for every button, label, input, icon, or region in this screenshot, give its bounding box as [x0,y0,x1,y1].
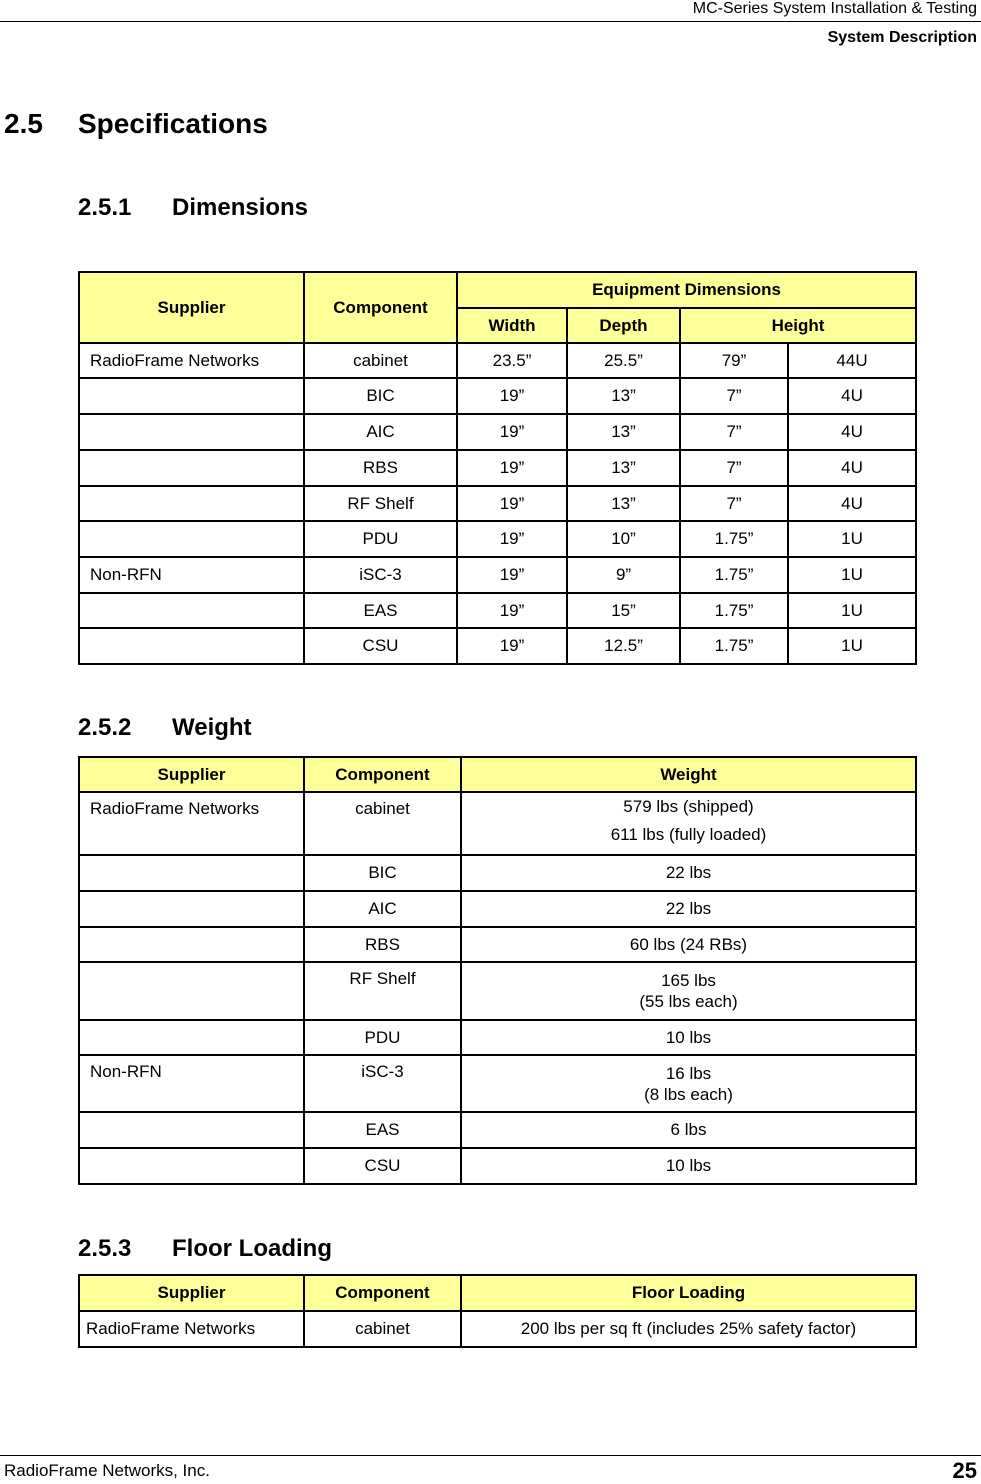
dimensions-number: 2.5.1 [78,194,132,221]
table-row [79,1020,916,1055]
supplier-cell [79,521,304,557]
component-cell: RF Shelf [304,962,461,1020]
dimensions-table [78,271,917,665]
weight-line: (55 lbs each) [639,992,738,1011]
depth-cell: 10” [567,521,680,557]
component-cell: CSU [304,628,457,664]
depth-cell: 12.5” [567,628,680,664]
floor-loading-table [78,1274,917,1348]
weight-cell [461,792,916,855]
weight-heading [78,714,252,742]
dim-header-supplier: Supplier [79,272,304,343]
floor-header-supplier: Supplier [79,1275,304,1311]
table-row [79,1311,916,1347]
weight-line: 579 lbs (shipped) [623,797,754,816]
weight-header-weight: Weight [461,757,916,792]
weight-table [78,756,917,1185]
width-cell: 19” [457,593,567,628]
height-cell: 7” [680,486,788,521]
supplier-cell [79,1112,304,1148]
table-row [79,962,916,1020]
floor-number: 2.5.3 [78,1235,132,1262]
floor-heading [78,1235,332,1263]
weight-cell [461,1055,916,1112]
table-row [79,557,916,593]
weight-cell: 10 lbs [461,1020,916,1055]
table-row [79,1055,916,1112]
width-cell: 19” [457,521,567,557]
units-cell: 1U [788,628,916,664]
dimensions-title: Dimensions [172,194,309,221]
supplier-cell [79,593,304,628]
weight-line: (8 lbs each) [644,1084,733,1104]
component-cell: cabinet [304,343,457,378]
component-cell: CSU [304,1148,461,1184]
table-row [79,1112,916,1148]
table-row [79,521,916,557]
weight-cell: 10 lbs [461,1148,916,1184]
depth-cell: 13” [567,450,680,486]
units-cell: 44U [788,343,916,378]
supplier-cell [79,1148,304,1184]
supplier-cell: RadioFrame Networks [79,792,304,855]
supplier-cell: RadioFrame Networks [79,1311,304,1347]
component-cell: cabinet [304,1311,461,1347]
weight-cell: 22 lbs [461,891,916,927]
weight-line: 165 lbs [661,971,716,990]
component-cell: iSC-3 [304,557,457,593]
units-cell: 4U [788,378,916,414]
height-cell: 79” [680,343,788,378]
supplier-cell [79,1020,304,1055]
weight-line: 16 lbs [665,1063,712,1083]
height-cell: 1.75” [680,628,788,664]
depth-cell: 13” [567,486,680,521]
component-cell: PDU [304,521,457,557]
floor-header-loading: Floor Loading [461,1275,916,1311]
component-cell: AIC [304,414,457,450]
supplier-cell [79,450,304,486]
weight-title: Weight [172,714,252,741]
supplier-cell: RadioFrame Networks [79,343,304,378]
units-cell: 1U [788,593,916,628]
floor-title: Floor Loading [172,1235,332,1262]
table-row [79,855,916,891]
width-cell: 19” [457,378,567,414]
width-cell: 23.5” [457,343,567,378]
supplier-cell [79,414,304,450]
units-cell: 1U [788,521,916,557]
component-cell: RBS [304,450,457,486]
height-cell: 7” [680,378,788,414]
component-cell: RBS [304,927,461,962]
units-cell: 4U [788,414,916,450]
section-heading [4,108,268,140]
weight-number: 2.5.2 [78,714,132,741]
running-header-subtitle: System Description [827,29,977,46]
running-header-title: MC-Series System Installation & Testing [692,0,977,17]
table-row [79,414,916,450]
supplier-cell [79,628,304,664]
component-cell: AIC [304,891,461,927]
depth-cell: 13” [567,414,680,450]
component-cell: iSC-3 [304,1055,461,1112]
weight-cell: 6 lbs [461,1112,916,1148]
weight-cell: 60 lbs (24 RBs) [461,927,916,962]
page-number: 25 [952,1458,977,1483]
header-rule [0,21,981,22]
supplier-cell [79,927,304,962]
table-row [79,628,916,664]
units-cell: 4U [788,486,916,521]
supplier-cell [79,855,304,891]
height-cell: 1.75” [680,521,788,557]
footer-rule [0,1455,981,1456]
table-row [79,1148,916,1184]
component-cell: BIC [304,855,461,891]
width-cell: 19” [457,628,567,664]
section-title: Specifications [78,108,268,139]
dim-header-component: Component [304,272,457,343]
table-row [79,792,916,855]
height-cell: 1.75” [680,593,788,628]
height-cell: 1.75” [680,557,788,593]
table-row [79,486,916,521]
width-cell: 19” [457,486,567,521]
floor-header-component: Component [304,1275,461,1311]
dim-header-height: Height [680,308,916,343]
units-cell: 4U [788,450,916,486]
component-cell: BIC [304,378,457,414]
component-cell: EAS [304,593,457,628]
height-cell: 7” [680,414,788,450]
depth-cell: 13” [567,378,680,414]
component-cell: cabinet [304,792,461,855]
table-row [79,891,916,927]
supplier-cell: Non-RFN [79,1055,304,1112]
dimensions-heading [78,194,308,222]
component-cell: EAS [304,1112,461,1148]
weight-header-component: Component [304,757,461,792]
supplier-cell [79,486,304,521]
component-cell: PDU [304,1020,461,1055]
loading-cell: 200 lbs per sq ft (includes 25% safety factor) [461,1311,916,1347]
supplier-cell: Non-RFN [79,557,304,593]
supplier-cell [79,378,304,414]
depth-cell: 9” [567,557,680,593]
table-row [79,593,916,628]
component-cell: RF Shelf [304,486,457,521]
section-number: 2.5 [4,108,43,139]
dim-header-group: Equipment Dimensions [457,272,916,308]
units-cell: 1U [788,557,916,593]
table-row [79,343,916,378]
weight-line: 611 lbs (fully loaded) [610,825,767,844]
table-row [79,378,916,414]
depth-cell: 25.5” [567,343,680,378]
table-row [79,450,916,486]
width-cell: 19” [457,557,567,593]
width-cell: 19” [457,450,567,486]
dim-header-depth: Depth [567,308,680,343]
dim-header-width: Width [457,308,567,343]
weight-header-supplier: Supplier [79,757,304,792]
footer-company: RadioFrame Networks, Inc. [4,1461,210,1480]
depth-cell: 15” [567,593,680,628]
weight-cell: 22 lbs [461,855,916,891]
supplier-cell [79,962,304,1020]
weight-cell [461,962,916,1020]
supplier-cell [79,891,304,927]
height-cell: 7” [680,450,788,486]
table-row [79,927,916,962]
width-cell: 19” [457,414,567,450]
